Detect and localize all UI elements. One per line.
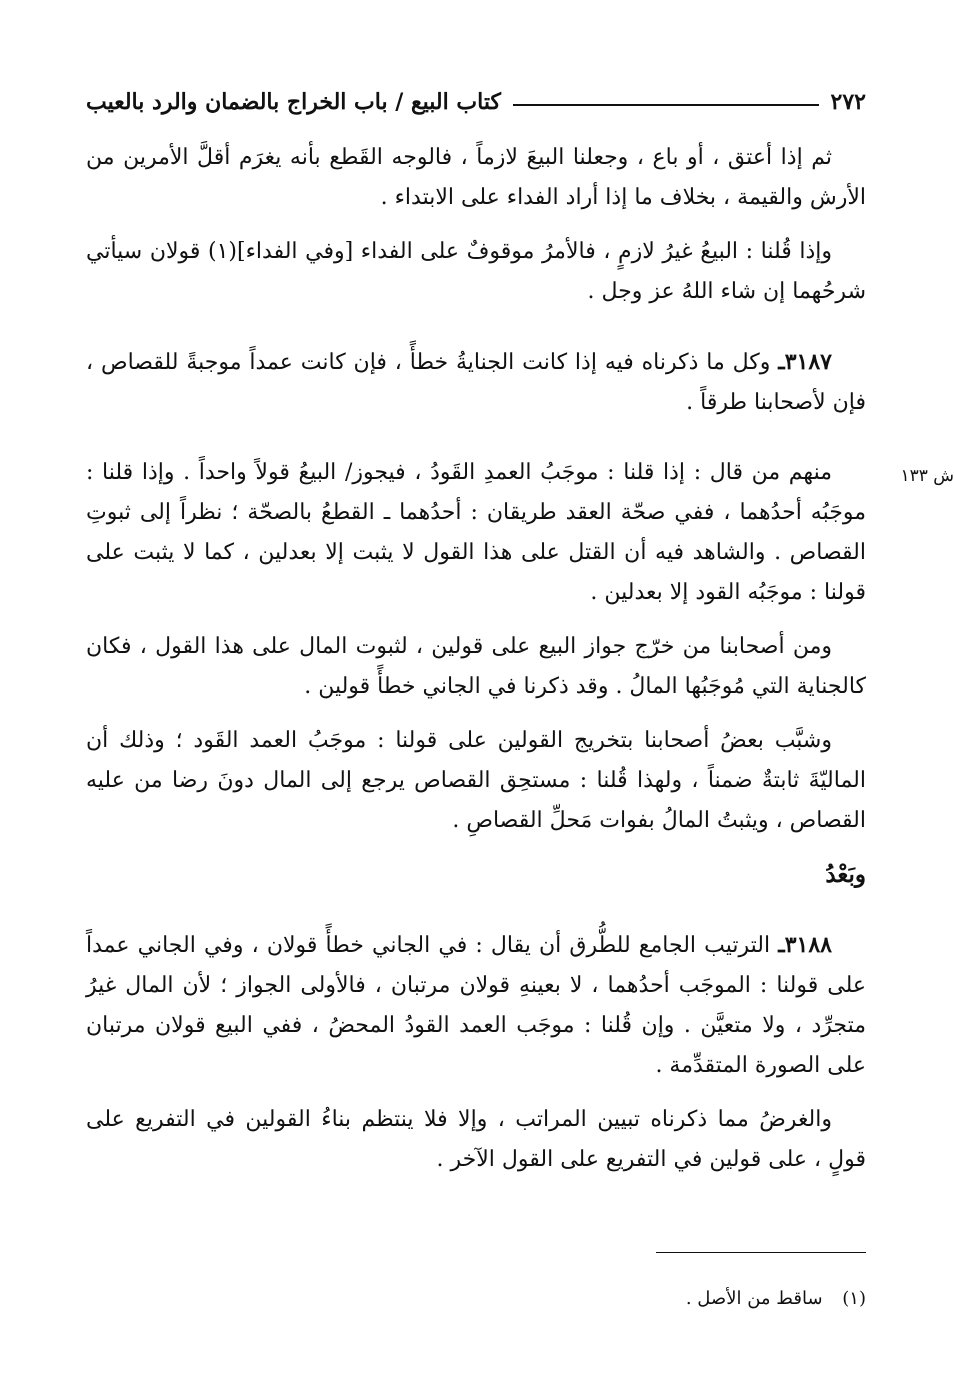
- issue-number: ٣١٨٨ـ: [778, 932, 832, 958]
- paragraph-text: وكل ما ذكرناه فيه إذا كانت الجنايةُ خطأً ، فإن كانت عمداً موجبةً للقصاص ، فإن لأصحابنا طرقاً .: [86, 350, 866, 415]
- paragraph: منهم من قال : إذا قلنا : موجَبُ العمدِ القَودُ ، فيجوز/ البيعُ قولاً واحداً . وإذا قلنا : موجَبُه أحدُهما ، ففي صحّة العقد طريقان : أحدُهما ـ القطعُ بالصحّة ؛ نظراً إلى ثبوتِ القصاص . والشاهد فيه أن القتل على هذا القول لا يثبت إلا بعدلين ، كما لا يثبت على قولنا : موجَبُه القود إلا بعدلين .: [86, 460, 866, 605]
- running-title: كتاب البيع / باب الخراج بالضمان والرد بالعيب: [86, 89, 501, 115]
- numbered-paragraph: [86, 342, 866, 423]
- paragraph: ومن أصحابنا من خرّج جواز البيع على قولين ، لثبوت المال على هذا القول ، فكان كالجناية التي مُوجَبُها المالُ . وقد ذكرنا في الجاني خطأً قولين .: [86, 634, 866, 699]
- issue-number: ٣١٨٧ـ: [778, 349, 832, 375]
- paragraph: وإذا قُلنا : البيعُ غيرُ لازمٍ ، فالأمرُ موقوفٌ على الفداء [وفي الفداء](١) قولان سيأتي شرحُهما إن شاء اللهُ عز وجل .: [86, 239, 866, 304]
- numbered-paragraph: [86, 925, 866, 1086]
- section-heading: وبَعْدُ: [825, 861, 866, 888]
- paragraph: ثم إذا أعتق ، أو باع ، وجعلنا البيعَ لازماً ، فالوجه القَطع بأنه يغرَم أقلَّ الأمرين من الأرش والقيمة ، بخلاف ما إذا أراد الفداء على الابتداء .: [86, 145, 866, 210]
- main-text: [86, 138, 866, 1194]
- paragraph: والغرضُ مما ذكرناه تبيين المراتب ، وإلا فلا ينتظم بناءُ القولين في التفريع على قولٍ ، على قولين في التفريع على القول الآخر .: [86, 1107, 866, 1172]
- paragraph-text: الترتيب الجامع للطُّرق أن يقال : في الجاني خطأً قولان ، وفي الجاني عمداً على قولنا : الموجَب أحدُهما ، لا بعينهِ قولان مرتبان ، فالأولى الجواز ؛ لأن المال غيرُ متجرِّد ، ولا متعيَّن . وإن قُلنا : موجَب العمد القودُ المحضُ ، ففي البيع قولان مرتبان على الصورة المتقدِّمة .: [86, 933, 866, 1078]
- header-rule: [513, 104, 819, 106]
- running-header: [86, 82, 866, 122]
- footnote: [400, 1288, 866, 1309]
- page-number: ٢٧٢: [830, 89, 866, 115]
- paragraph: وشبَّب بعضُ أصحابنا بتخريج القولين على قولنا : موجَبُ العمد القَود ؛ وذلك أن الماليّةَ ثابتةٌ ضمناً ، ولهذا قُلنا : مستحِق القصاص يرجع إلى المال دونَ رضا من عليه القصاص ، ويثبتُ المالُ بفوات مَحلِّ القصاصِ .: [86, 728, 866, 833]
- margin-reference: ش ١٣٣: [900, 466, 954, 486]
- footnote-text: ساقط من الأصل .: [685, 1288, 823, 1309]
- footnote-separator: [656, 1252, 866, 1253]
- footnote-number: (١): [842, 1288, 866, 1309]
